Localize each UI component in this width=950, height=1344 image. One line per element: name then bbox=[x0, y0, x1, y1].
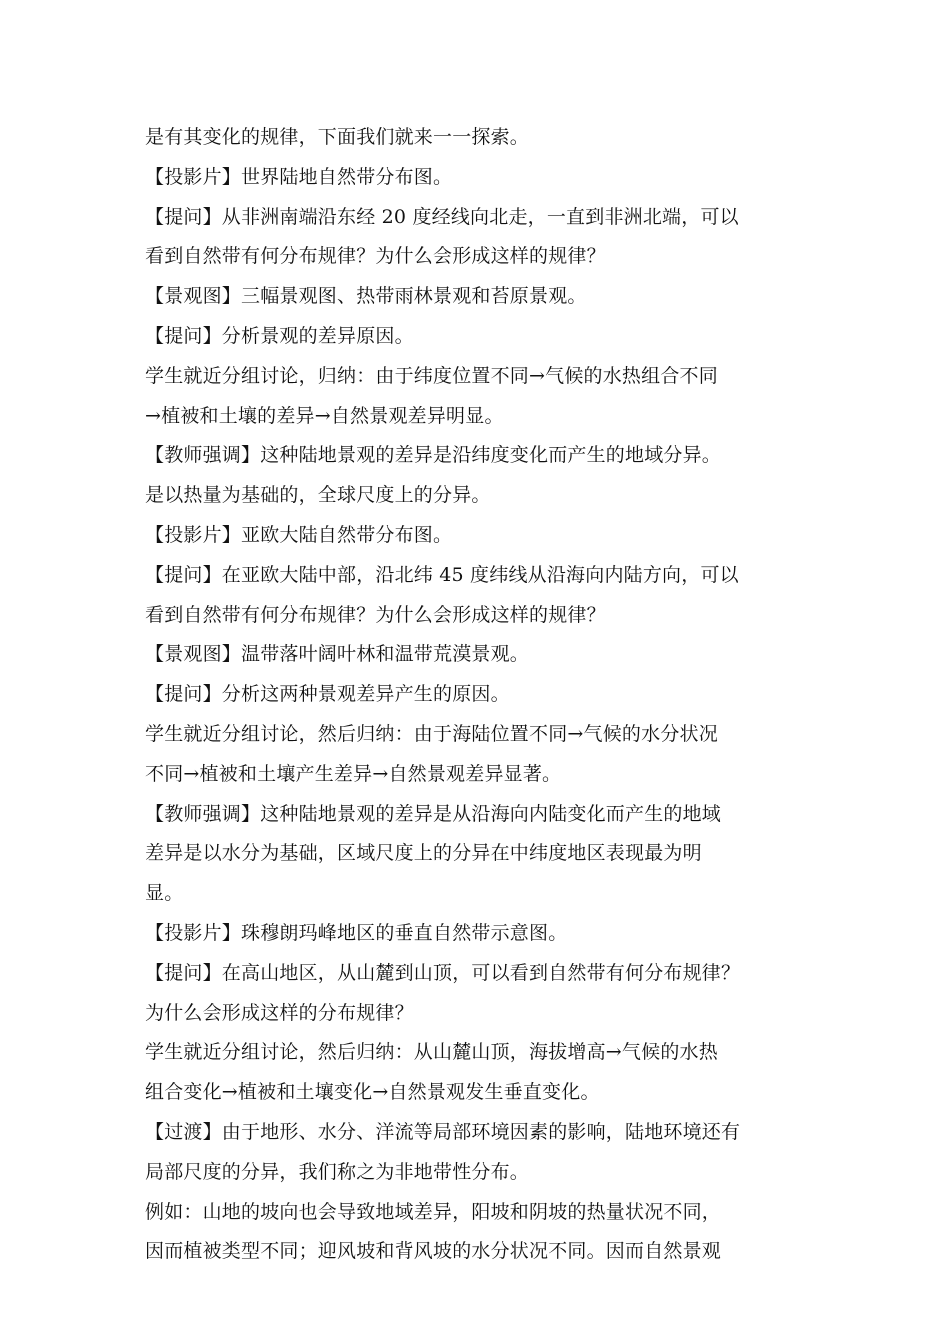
text-line: 是以热量为基础的，全球尺度上的分异。 bbox=[145, 484, 491, 507]
text-line: 因而植被类型不同；迎风坡和背风坡的水分状况不同。因而自然景观 bbox=[145, 1240, 722, 1263]
text-line: 【投影片】世界陆地自然带分布图。 bbox=[145, 165, 453, 188]
text-line: 【过渡】由于地形、水分、洋流等局部环境因素的影响，陆地环境还有 bbox=[145, 1120, 741, 1143]
text-line: 是有其变化的规律，下面我们就来一一探索。 bbox=[145, 126, 530, 148]
text-line: 【提问】在亚欧大陆中部，沿北纬 45 度纬线从沿海向内陆方向，可以 bbox=[145, 563, 739, 586]
text-line: 学生就近分组讨论，归纳：由于纬度位置不同→气候的水热组合不同 bbox=[145, 364, 718, 387]
document-body bbox=[145, 118, 815, 1272]
text-line: 【教师强调】这种陆地景观的差异是沿纬度变化而产生的地域分异。 bbox=[145, 444, 722, 467]
text-line: 【景观图】温带落叶阔叶林和温带荒漠景观。 bbox=[145, 643, 530, 666]
text-line: 【教师强调】这种陆地景观的差异是从沿海向内陆变化而产生的地域 bbox=[145, 802, 722, 825]
text-line: 【景观图】三幅景观图、热带雨林景观和苔原景观。 bbox=[145, 285, 587, 308]
text-line: 学生就近分组讨论，然后归纳：由于海陆位置不同→气候的水分状况 bbox=[145, 722, 718, 745]
text-line: 组合变化→植被和土壤变化→自然景观发生垂直变化。 bbox=[145, 1081, 600, 1104]
text-line: 不同→植被和土壤产生差异→自然景观差异显著。 bbox=[145, 762, 562, 785]
text-line: 为什么会形成这样的分布规律？ bbox=[145, 1001, 414, 1024]
text-line: 【提问】分析景观的差异原因。 bbox=[145, 324, 414, 347]
text-line: 局部尺度的分异，我们称之为非地带性分布。 bbox=[145, 1160, 530, 1183]
text-line: →植被和土壤的差异→自然景观差异明显。 bbox=[145, 404, 504, 427]
text-line: 【投影片】亚欧大陆自然带分布图。 bbox=[145, 523, 453, 546]
text-line: 【提问】在高山地区，从山麓到山顶，可以看到自然带有何分布规律？ bbox=[145, 961, 741, 984]
text-line: 【投影片】珠穆朗玛峰地区的垂直自然带示意图。 bbox=[145, 921, 568, 944]
text-line: 差异是以水分为基础，区域尺度上的分异在中纬度地区表现最为明 bbox=[145, 842, 702, 865]
text-line: 例如：山地的坡向也会导致地域差异，阳坡和阴坡的热量状况不同， bbox=[145, 1200, 722, 1223]
text-line: 显。 bbox=[145, 882, 184, 905]
text-line: 【提问】分析这两种景观差异产生的原因。 bbox=[145, 683, 510, 706]
text-line: 看到自然带有何分布规律？为什么会形成这样的规律？ bbox=[145, 603, 606, 626]
text-line: 学生就近分组讨论，然后归纳：从山麓山顶，海拔增高→气候的水热 bbox=[145, 1041, 718, 1064]
text-line: 【提问】从非洲南端沿东经 20 度经线向北走，一直到非洲北端，可以 bbox=[145, 205, 739, 228]
text-line: 看到自然带有何分布规律？为什么会形成这样的规律？ bbox=[145, 245, 606, 268]
